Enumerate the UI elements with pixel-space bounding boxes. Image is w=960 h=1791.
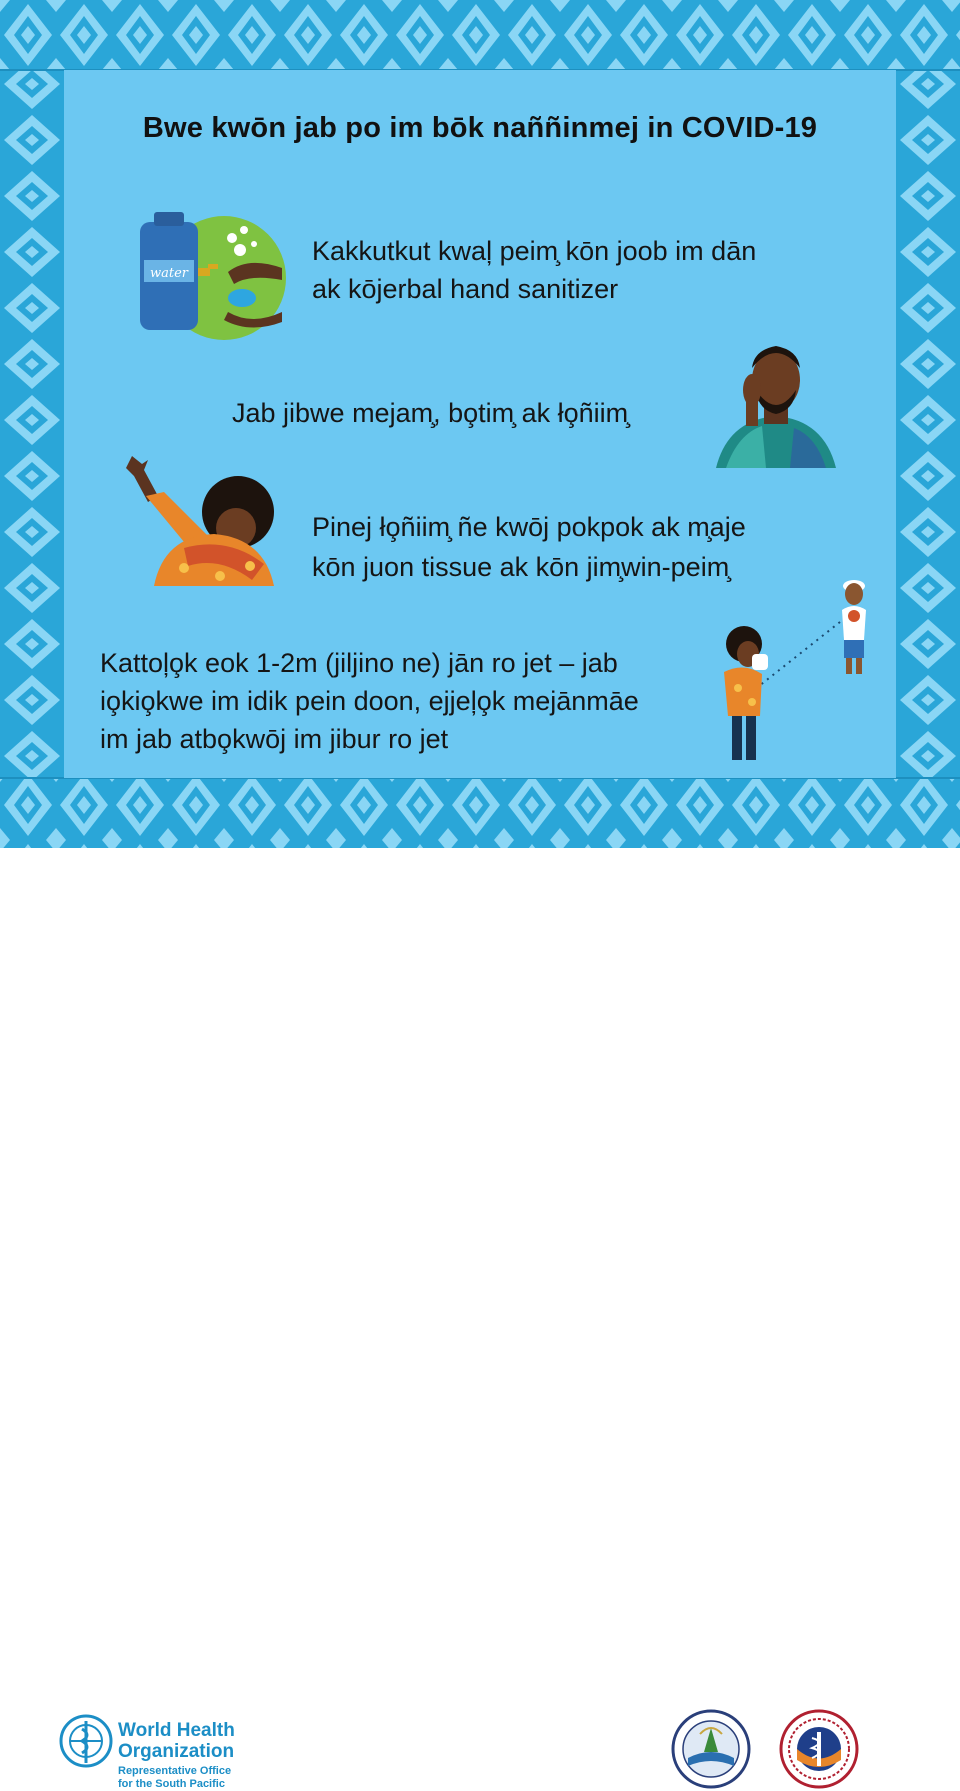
rmi-seal-icon xyxy=(670,1708,752,1790)
item-4-line-1: Kattoļo̧k eok 1-2m (jiljino ne) jān ro jet – jab xyxy=(100,648,618,678)
handwashing-icon xyxy=(132,208,292,340)
who-subtitle xyxy=(118,1765,231,1791)
poster-title: Bwe kwōn jab po im bōk naññinmej in COVID-19 xyxy=(142,112,818,144)
item-2-line-1: Jab jibwe mejam̧, bo̧tim̧ ak ło̧ñiim̧ xyxy=(232,398,629,428)
distance-people-icon xyxy=(714,570,874,766)
face-touching-person-icon xyxy=(712,338,840,468)
ministry-seal-icon xyxy=(778,1708,860,1790)
item-3-line-1: Pinej ło̧ñiim̧ ñe kwōj pokpok ak m̧aje xyxy=(312,512,746,542)
footer xyxy=(0,848,960,1790)
item-4-line-2: io̧kio̧kwe im idik pein doon, ejjeļo̧k mejānmāe xyxy=(100,686,639,716)
who-emblem-icon xyxy=(58,1713,114,1769)
who-sub-line-2: for the South Pacific xyxy=(118,1778,225,1790)
sneezing-person-icon xyxy=(124,456,284,586)
who-name xyxy=(118,1720,235,1762)
item-3-line-2: kōn juon tissue ak kōn jim̧win-peim̧ xyxy=(312,552,730,582)
poster xyxy=(0,0,960,848)
item-1-line-2: ak kōjerbal hand sanitizer xyxy=(312,274,619,304)
item-4-line-3: im jab atbo̧kwōj im jibur ro jet xyxy=(100,724,449,754)
item-1-line-1: Kakkutkut kwaļ peim̧ kōn joob im dān xyxy=(312,236,757,266)
water-label: water xyxy=(149,266,189,281)
who-name-line-1: World Health xyxy=(118,1720,235,1741)
who-name-line-2: Organization xyxy=(118,1741,235,1762)
who-sub-line-1: Representative Office xyxy=(118,1765,232,1777)
